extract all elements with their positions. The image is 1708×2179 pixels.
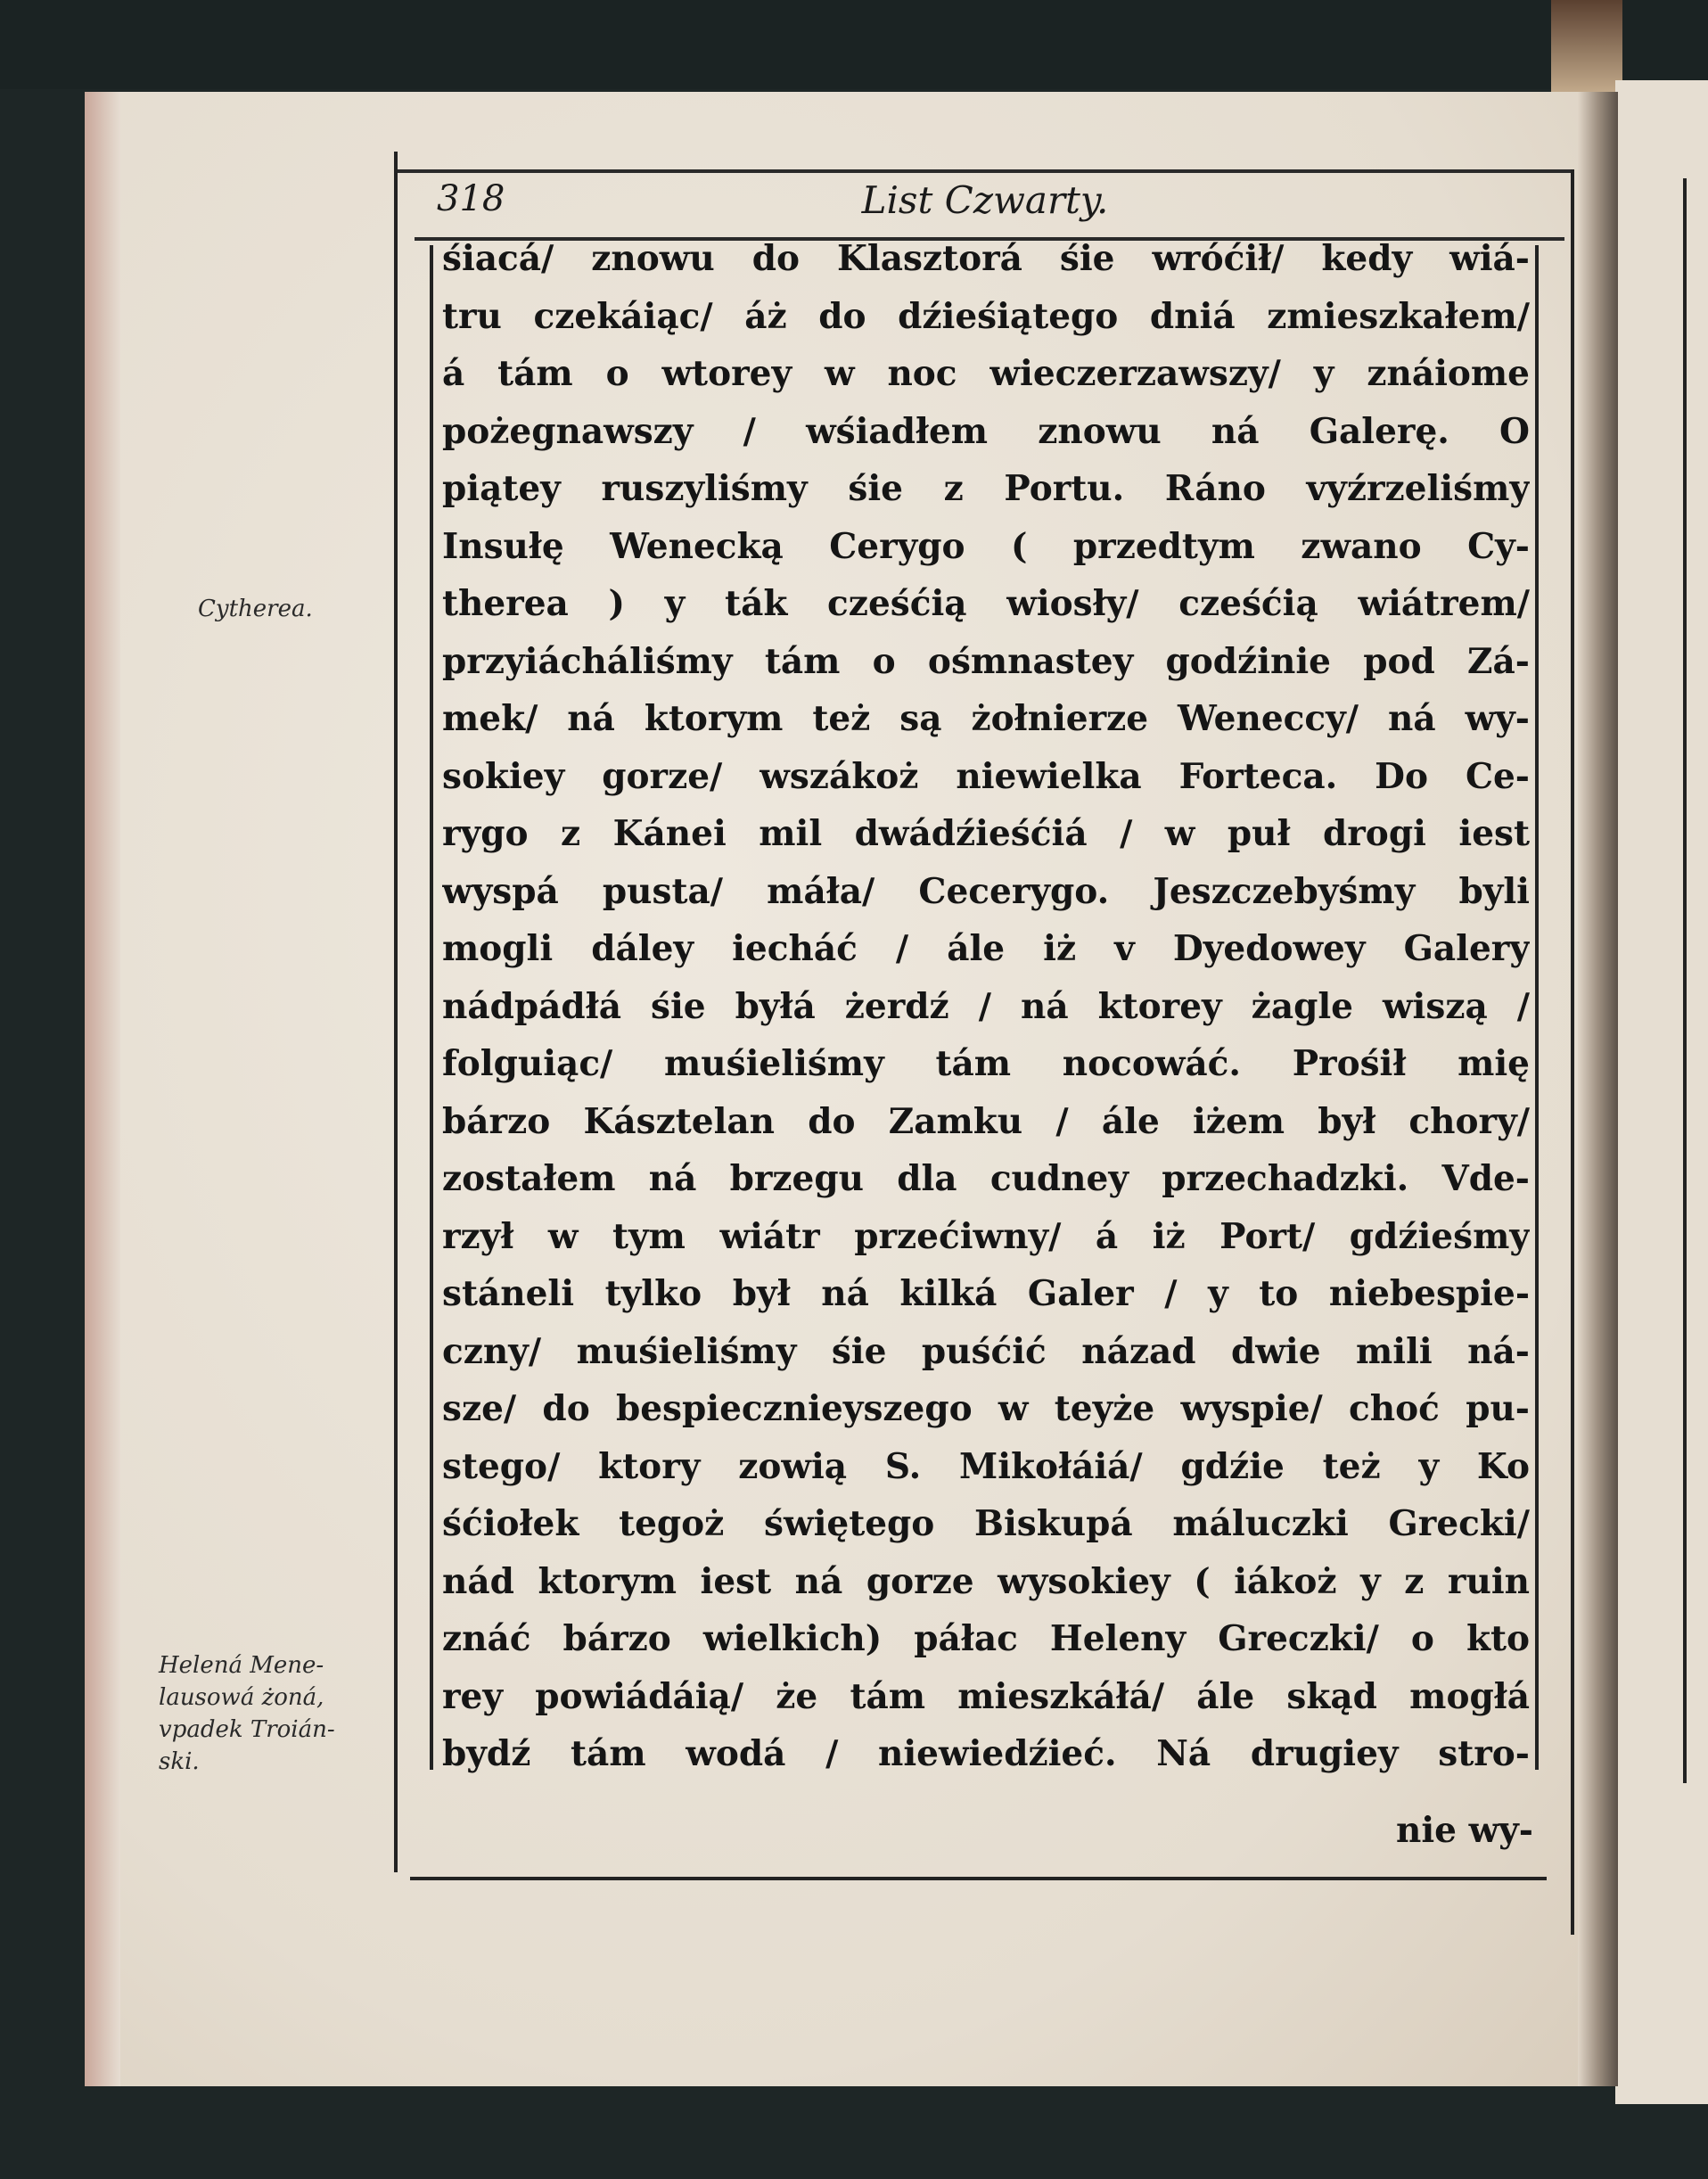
page-gutter: [1578, 92, 1618, 2086]
text-line: czny/ muśieliśmy śie puśćić názad dwie mili ná-: [442, 1330, 1530, 1372]
text-line: mek/ ná ktorym też są żołnierze Weneccy/ ná wy-: [442, 698, 1530, 739]
facing-page-edge: [1615, 80, 1708, 2104]
text-line: wyspá pusta/ máła/ Cecerygo. Jeszczebyśmy byli: [442, 870, 1530, 912]
text-line: stego/ ktory zowią S. Mikołáiá/ gdźie też y Ko: [442, 1445, 1530, 1487]
text-line: przyiácháliśmy tám o ośmnastey godźinie pod Zá-: [442, 640, 1530, 682]
text-line: bárzo Kásztelan do Zamku / ále iżem był chory/: [442, 1100, 1530, 1142]
text-line: śiacá/ znowu do Klasztorá śie wróćił/ kedy wiá-: [442, 238, 1530, 279]
text-frame-left: [430, 245, 433, 1770]
text-line: folguiąc/ muśieliśmy tám nocowáć. Prośił mię: [442, 1043, 1530, 1084]
margin-note-line: ski.: [159, 1748, 200, 1775]
text-line: bydź tám wodá / niewiedźieć. Ná drugiey stro-: [442, 1733, 1530, 1774]
margin-note-cytherea: [198, 593, 313, 625]
margin-note-line: Helená Mene-: [159, 1652, 324, 1679]
text-line: á tám o wtorey w noc wieczerzawszy/ y znáiome: [442, 353, 1530, 394]
running-title: List Czwarty.: [861, 178, 1109, 222]
frame-rule-left: [394, 152, 398, 1872]
text-frame-right: [1535, 245, 1539, 1770]
text-line: rzył w tym wiátr przećiwny/ á iż Port/ gdźieśmy: [442, 1215, 1530, 1257]
text-line: śćiołek tegoż świętego Biskupá máluczki Grecki/: [442, 1503, 1530, 1544]
text-line: rygo z Kánei mil dwádźieśćiá / w puł drogi iest: [442, 813, 1530, 854]
page-number: 318: [437, 178, 505, 219]
frame-rule-right: [1571, 169, 1574, 1935]
text-line: sokiey gorze/ wszákoż niewielka Forteca. Do Ce-: [442, 755, 1530, 797]
bottom-rule: [410, 1877, 1547, 1880]
text-line: rey powiádáią/ że tám mieszkáłá/ ále skąd mogłá: [442, 1675, 1530, 1717]
facing-page-frame-rule: [1683, 178, 1687, 1783]
text-line: tru czekáiąc/ áż do dźieśiątego dniá zmieszkałem/: [442, 295, 1530, 337]
text-line: znáć bárzo wielkich) páłac Heleny Greczki/ o kto: [442, 1618, 1530, 1659]
text-line: Insułę Wenecką Cerygo ( przedtym zwano Cy-: [442, 525, 1530, 567]
text-line: pożegnawszy / wśiadłem znowu ná Galerę. O: [442, 410, 1530, 452]
margin-note-line: vpadek Troián-: [159, 1716, 335, 1743]
text-line: therea ) y ták cześćią wiosły/ cześćią wiátrem/: [442, 583, 1530, 624]
header-rule: [397, 169, 1573, 173]
margin-note-line: Cytherea.: [198, 596, 313, 622]
text-line: zostałem ná brzegu dla cudney przechadzki. Vde-: [442, 1158, 1530, 1199]
text-line: piątey ruszyliśmy śie z Portu. Ráno vyźrzeliśmy: [442, 468, 1530, 509]
text-line: nádpádłá śie byłá żerdź / ná ktorey żagle wiszą /: [442, 985, 1530, 1027]
page-edge: [85, 92, 120, 2086]
margin-note-line: lausowá żoná,: [159, 1684, 324, 1711]
text-line: nád ktorym iest ná gorze wysokiey ( iákoż y z ruin: [442, 1560, 1530, 1602]
text-line: mogli dáley iecháć / ále iż v Dyedowey Galery: [442, 928, 1530, 969]
book-spine-top: [1551, 0, 1622, 98]
margin-note-helena: [159, 1649, 390, 1778]
body-text: [442, 230, 1530, 1783]
running-header: [437, 178, 1533, 232]
text-line: sze/ do bespiecznieyszego w teyże wyspie/ choć pu-: [442, 1388, 1530, 1429]
text-line: stáneli tylko był ná kilká Galer / y to niebespie-: [442, 1273, 1530, 1314]
catchword: nie wy-: [1396, 1810, 1533, 1851]
background: [0, 0, 1708, 89]
